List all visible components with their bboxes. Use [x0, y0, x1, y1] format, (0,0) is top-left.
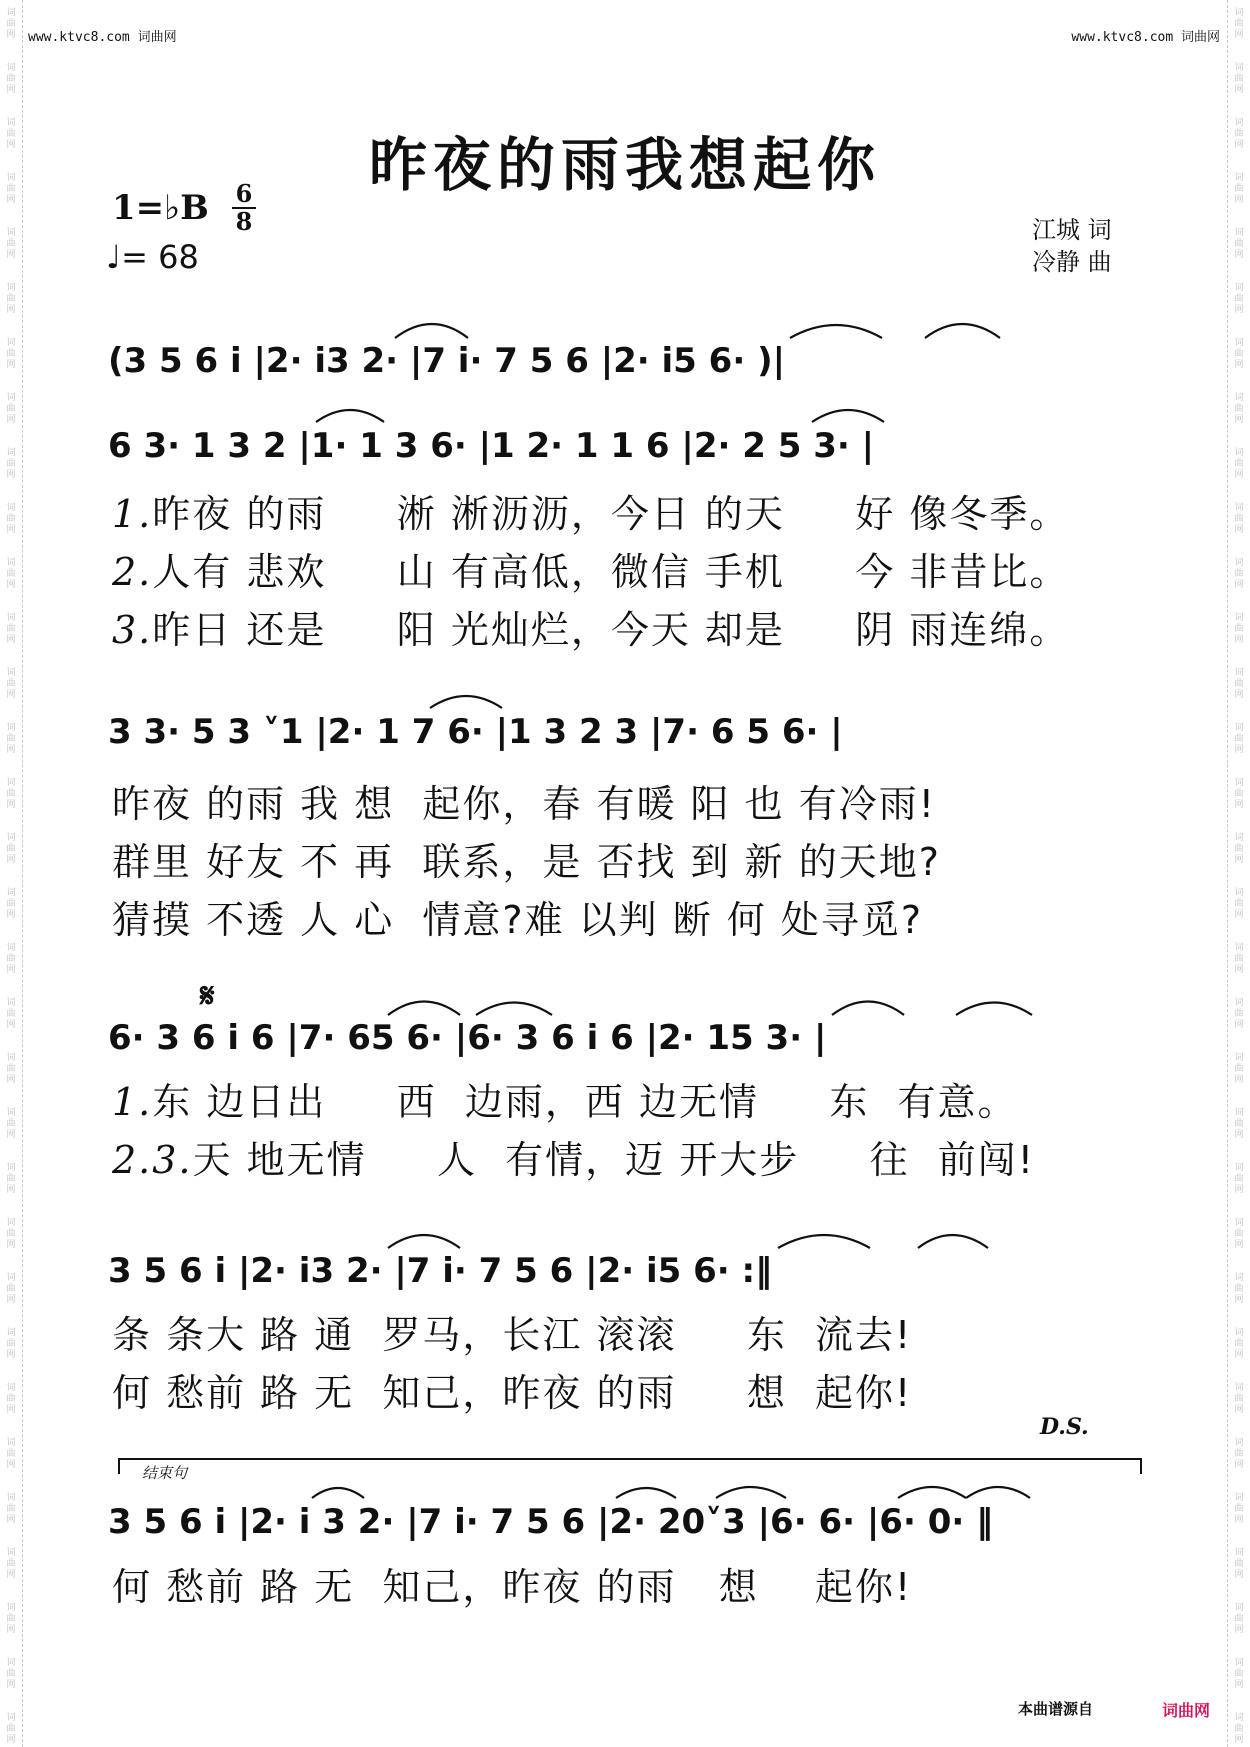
lyric-line: 2.3.天 地无情 人 有情，迈 开大步 往 前闯!: [112, 1138, 1036, 1182]
left-watermark-strip: [0, 0, 23, 1747]
dal-segno-mark: D.S.: [1040, 1414, 1089, 1440]
watermark-text: 词 曲 网: [1234, 1328, 1244, 1360]
watermark-text: 词 曲 网: [1234, 173, 1244, 205]
watermark-text: 词 曲 网: [1234, 723, 1244, 755]
watermark-text: 词 曲 网: [1234, 1218, 1244, 1250]
watermark-text: 词 曲 网: [6, 833, 16, 865]
watermark-text: 词 曲 网: [1234, 393, 1244, 425]
watermark-text: 词 曲 网: [6, 63, 16, 95]
watermark-text: 词 曲 网: [1234, 283, 1244, 315]
watermark-text: 词 曲 网: [6, 448, 16, 480]
watermark-text: 词 曲 网: [6, 778, 16, 810]
notes-system-1: (3 5 6 i |2· i3 2· |7 i· 7 5 6 |2· i5 6· )|: [108, 341, 786, 381]
notes-system-3: 3 3· 5 3 ˅1 |2· 1 7 6· |1 3 2 3 |7· 6 5 6· |: [108, 712, 843, 752]
key-signature: 1=♭B: [112, 188, 209, 228]
watermark-text: 词 曲 网: [6, 1493, 16, 1525]
watermark-text: 词 曲 网: [6, 1108, 16, 1140]
watermark-text: 词 曲 网: [6, 1383, 16, 1415]
watermark-text: 词 曲 网: [1234, 503, 1244, 535]
watermark-text: 词 曲 网: [1234, 1273, 1244, 1305]
watermark-text: 词 曲 网: [6, 1053, 16, 1085]
watermark-text: 词 曲 网: [6, 1273, 16, 1305]
watermark-text: 词 曲 网: [1234, 448, 1244, 480]
lyric-line: 2.人有 悲欢 山 有高低，微信 手机 今 非昔比。: [112, 550, 1070, 594]
notes-system-2: 6 3· 1 3 2 |1· 1 3 6· |1 2· 1 1 6 |2· 2 5 3· |: [108, 426, 875, 466]
watermark-text: 词 曲 网: [1234, 1383, 1244, 1415]
watermark-text: 词 曲 网: [1234, 1163, 1244, 1195]
lyric-line: 3.昨日 还是 阳 光灿烂，今天 却是 阴 雨连绵。: [112, 608, 1070, 652]
watermark-text: 词 曲 网: [6, 1548, 16, 1580]
lyricist-credit: 江城 词: [1032, 216, 1112, 244]
meter-top: 6: [235, 179, 253, 208]
watermark-text: 词 曲 网: [1234, 338, 1244, 370]
watermark-text: 词 曲 网: [1234, 1108, 1244, 1140]
watermark-text: 词 曲 网: [6, 283, 16, 315]
lyric-line: 条 条大 路 通 罗马，长江 滚滚 东 流去!: [112, 1313, 913, 1357]
composer-credit: 冷静 曲: [1032, 248, 1112, 276]
ending-bracket: [118, 1458, 1142, 1474]
footer-source: 本曲谱源自: [1018, 1700, 1094, 1718]
watermark-text: 词 曲 网: [6, 1658, 16, 1690]
lyric-line: 1.东 边日出 西 边雨，西 边无情 东 有意。: [112, 1080, 1018, 1124]
tempo-marking: ♩= 68: [106, 238, 199, 276]
lyric-line: 猜摸 不透 人 心 情意?难 以判 断 何 处寻觅?: [112, 898, 924, 942]
watermark-text: 词 曲 网: [1234, 118, 1244, 150]
notes-system-4: 6· 3 6 i 6 |7· 65 6· |6· 3 6 i 6 |2· 15 3· |: [108, 1018, 827, 1058]
watermark-text: 词 曲 网: [1234, 1493, 1244, 1525]
watermark-text: 词 曲 网: [6, 668, 16, 700]
watermark-text: 词 曲 网: [1234, 1658, 1244, 1690]
watermark-text: 词 曲 网: [1234, 613, 1244, 645]
watermark-text: 词 曲 网: [6, 1713, 16, 1745]
lyric-line: 群里 好友 不 再 联系，是 否找 到 新 的天地?: [112, 840, 941, 884]
watermark-text: 词 曲 网: [1234, 888, 1244, 920]
time-signature: [232, 179, 256, 236]
watermark-text: 词 曲 网: [1234, 833, 1244, 865]
watermark-text: 词 曲 网: [6, 1328, 16, 1360]
watermark-text: 词 曲 网: [6, 943, 16, 975]
watermark-text: 词 曲 网: [6, 723, 16, 755]
notes-system-5: 3 5 6 i |2· i3 2· |7 i· 7 5 6 |2· i5 6· :‖: [108, 1251, 773, 1291]
watermark-text: 词 曲 网: [1234, 778, 1244, 810]
watermark-text: 词 曲 网: [1234, 1603, 1244, 1635]
watermark-text: 词 曲 网: [6, 888, 16, 920]
watermark-text: 词 曲 网: [6, 393, 16, 425]
site-url-right[interactable]: www.ktvc8.com 词曲网: [1071, 30, 1220, 45]
watermark-text: 词 曲 网: [6, 1603, 16, 1635]
segno-sign: 𝄋: [200, 976, 215, 1016]
watermark-text: 词 曲 网: [6, 338, 16, 370]
watermark-text: 词 曲 网: [1234, 63, 1244, 95]
lyric-line: 何 愁前 路 无 知己，昨夜 的雨 想 起你!: [112, 1371, 913, 1415]
credits: [1032, 214, 1112, 278]
ending-label: 结束句: [142, 1464, 188, 1482]
watermark-text: 词 曲 网: [6, 118, 16, 150]
lyric-line: 1.昨夜 的雨 淅 淅沥沥，今日 的天 好 像冬季。: [112, 492, 1070, 536]
right-watermark-strip: [1227, 0, 1250, 1747]
watermark-text: 词 曲 网: [1234, 1713, 1244, 1745]
lyric-line: 何 愁前 路 无 知己，昨夜 的雨 想 起你!: [112, 1565, 913, 1609]
watermark-text: 词 曲 网: [1234, 1053, 1244, 1085]
watermark-text: 词 曲 网: [1234, 668, 1244, 700]
watermark-text: 词 曲 网: [1234, 558, 1244, 590]
watermark-text: 词 曲 网: [6, 1218, 16, 1250]
watermark-text: 词 曲 网: [1234, 1548, 1244, 1580]
watermark-text: 词 曲 网: [1234, 943, 1244, 975]
watermark-text: 词 曲 网: [6, 228, 16, 260]
watermark-text: 词 曲 网: [6, 8, 16, 40]
watermark-text: 词 曲 网: [1234, 1438, 1244, 1470]
meter-bottom: 8: [235, 207, 253, 236]
footer-brand-link[interactable]: 词曲网: [1162, 1701, 1211, 1720]
watermark-text: 词 曲 网: [6, 173, 16, 205]
watermark-text: 词 曲 网: [6, 1163, 16, 1195]
watermark-text: 词 曲 网: [6, 1438, 16, 1470]
watermark-text: 词 曲 网: [6, 613, 16, 645]
song-title: 昨夜的雨我想起你: [368, 131, 881, 199]
notes-system-6: 3 5 6 i |2· i 3 2· |7 i· 7 5 6 |2· 20˅3 |6· 6· |6· 0· ‖: [108, 1502, 994, 1542]
watermark-text: 词 曲 网: [1234, 228, 1244, 260]
watermark-text: 词 曲 网: [1234, 8, 1244, 40]
watermark-text: 词 曲 网: [6, 558, 16, 590]
watermark-text: 词 曲 网: [6, 503, 16, 535]
watermark-text: 词 曲 网: [6, 998, 16, 1030]
site-url-left[interactable]: www.ktvc8.com 词曲网: [28, 30, 177, 45]
watermark-text: 词 曲 网: [1234, 998, 1244, 1030]
lyric-line: 昨夜 的雨 我 想 起你，春 有暖 阳 也 有冷雨!: [112, 782, 936, 826]
